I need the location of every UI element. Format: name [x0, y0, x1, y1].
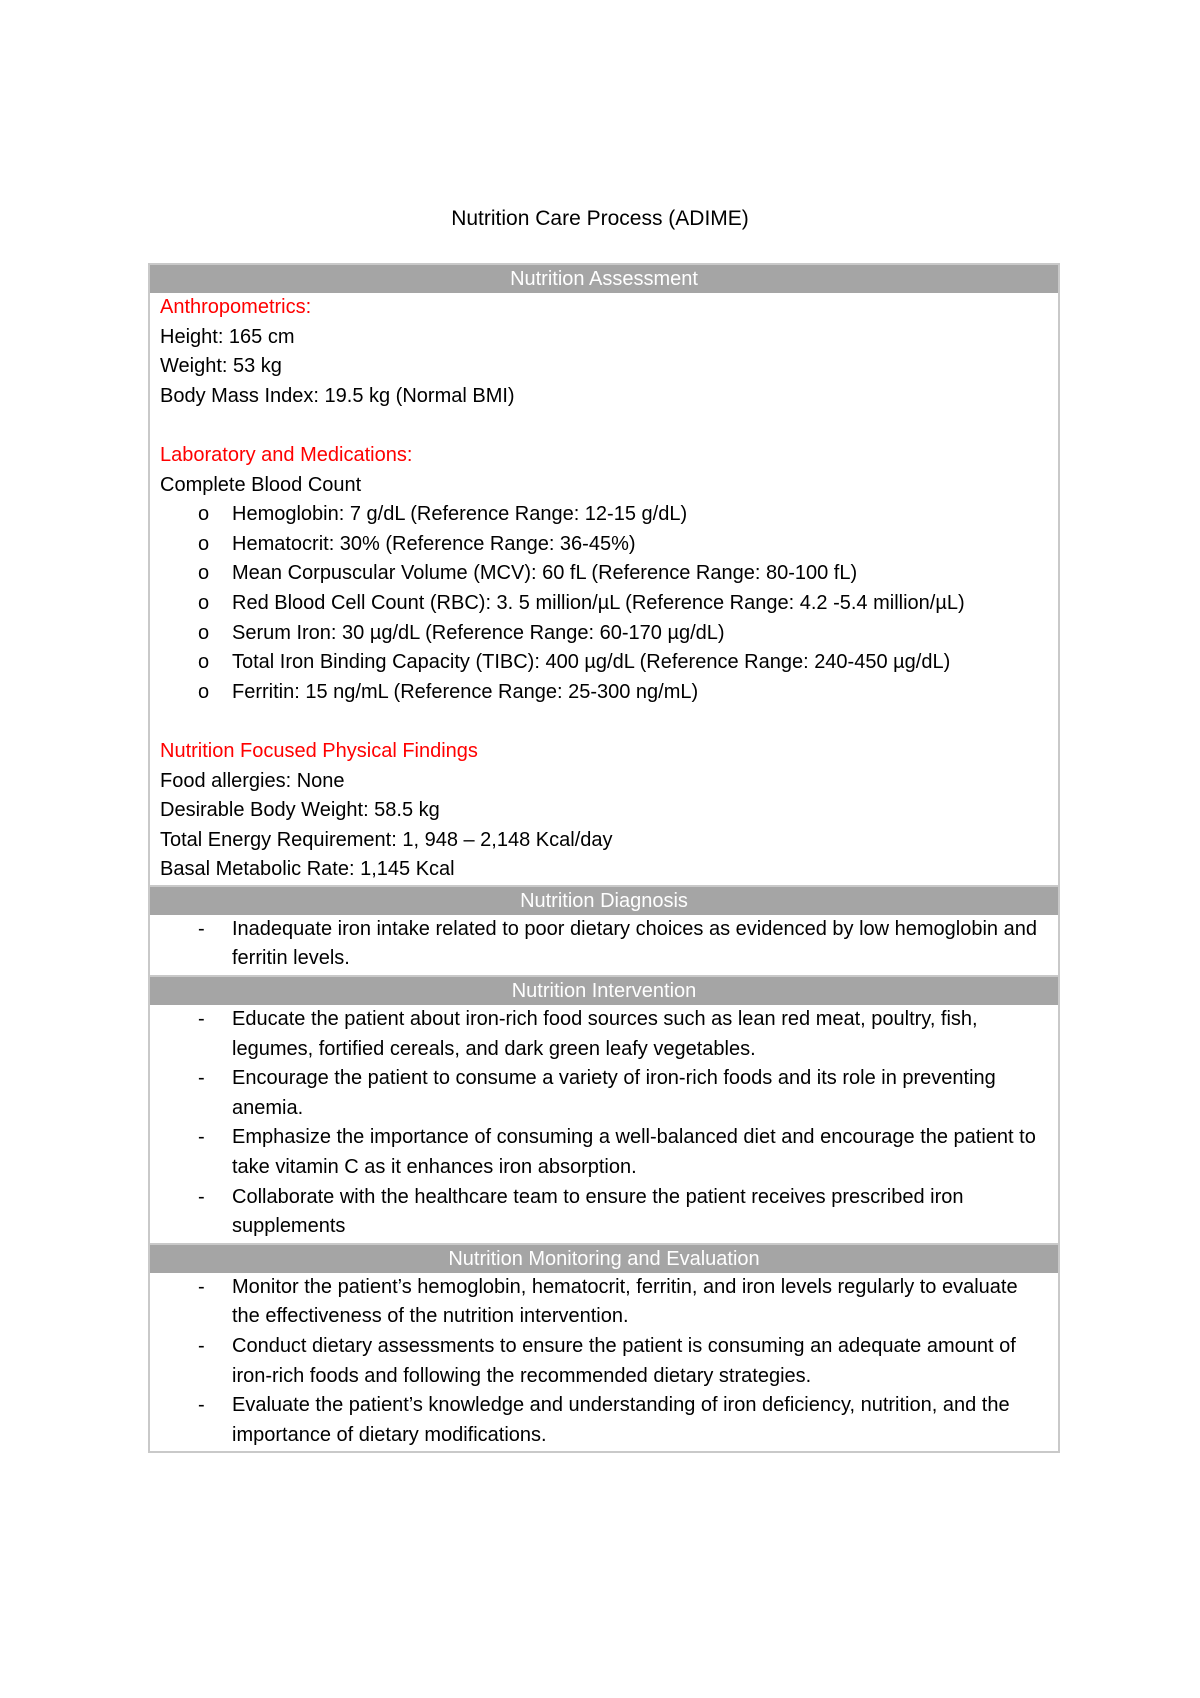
adime-table	[148, 263, 1060, 1453]
monitoring-body	[150, 1273, 1058, 1452]
list-item	[160, 1123, 1048, 1182]
list-item-text: Conduct dietary assessments to ensure the patient is consuming an adequate amount of iron-rich foods and following the recommended dietary strategies.	[232, 1335, 1016, 1387]
list-item-text: Educate the patient about iron-rich food sources such as lean red meat, poultry, fish, legumes, fortified cereals, and dark green leafy vegetables.	[232, 1008, 978, 1060]
lab-item	[160, 619, 1048, 649]
cbc-subheading: Complete Blood Count	[160, 473, 362, 496]
lab-item-text: Total Iron Binding Capacity (TIBC): 400 µg/dL (Reference Range: 240-450 µg/dL)	[232, 651, 951, 674]
list-item-text: Monitor the patient’s hemoglobin, hematocrit, ferritin, and iron levels regularly to evaluate the effectiveness of the nutrition intervention.	[232, 1275, 1018, 1328]
circle-bullet-icon: o	[198, 680, 210, 703]
assessment-body	[150, 293, 1058, 885]
circle-bullet-icon: o	[198, 532, 210, 555]
bmr-line: Basal Metabolic Rate: 1,145 Kcal	[160, 858, 455, 881]
lab-list	[160, 500, 1048, 707]
circle-bullet-icon: o	[198, 621, 210, 644]
monitoring-header: Nutrition Monitoring and Evaluation	[150, 1243, 1058, 1273]
dash-bullet-icon: -	[198, 1394, 205, 1417]
anthropometrics-heading: Anthropometrics:	[160, 296, 312, 318]
dash-bullet-icon: -	[198, 1185, 205, 1208]
list-item-text: Collaborate with the healthcare team to ensure the patient receives prescribed iron supplements	[232, 1185, 964, 1238]
dash-bullet-icon: -	[198, 1008, 205, 1031]
lab-item-text: Serum Iron: 30 µg/dL (Reference Range: 60-170 µg/dL)	[232, 621, 725, 644]
diagnosis-header: Nutrition Diagnosis	[150, 885, 1058, 915]
circle-bullet-icon: o	[198, 503, 210, 526]
bmi-line: Body Mass Index: 19.5 kg (Normal BMI)	[160, 384, 515, 407]
lab-item-text: Ferritin: 15 ng/mL (Reference Range: 25-300 ng/mL)	[232, 680, 699, 703]
dash-bullet-icon: -	[198, 917, 205, 940]
desirable-weight-line: Desirable Body Weight: 58.5 kg	[160, 799, 440, 822]
list-item-text: Encourage the patient to consume a variety of iron-rich foods and its role in preventing anemia.	[232, 1067, 996, 1119]
lab-item-text: Hemoglobin: 7 g/dL (Reference Range: 12-15 g/dL)	[232, 503, 688, 526]
spacer	[160, 411, 1048, 441]
lab-item	[160, 589, 1048, 619]
diagnosis-list	[160, 915, 1048, 974]
energy-requirement-line: Total Energy Requirement: 1, 948 – 2,148 Kcal/day	[160, 828, 613, 851]
dash-bullet-icon: -	[198, 1335, 205, 1357]
intervention-body	[150, 1005, 1058, 1243]
circle-bullet-icon: o	[198, 651, 210, 674]
weight-line: Weight: 53 kg	[160, 355, 282, 378]
lab-item	[160, 500, 1048, 530]
labs-heading: Laboratory and Medications:	[160, 443, 413, 466]
list-item-text: Evaluate the patient’s knowledge and understanding of iron deficiency, nutrition, and the importance of dietary modifications.	[232, 1394, 1010, 1446]
list-item	[160, 1183, 1048, 1242]
diagnosis-body	[150, 915, 1058, 975]
physical-findings-heading: Nutrition Focused Physical Findings	[160, 739, 478, 762]
list-item-text: Emphasize the importance of consuming a well-balanced diet and encourage the patient to take vitamin C as it enhances iron absorption.	[232, 1126, 1036, 1179]
circle-bullet-icon: o	[198, 562, 210, 585]
lab-item-text: Mean Corpuscular Volume (MCV): 60 fL (Reference Range: 80-100 fL)	[232, 562, 858, 585]
list-item	[160, 1391, 1048, 1450]
dash-bullet-icon: -	[198, 1275, 205, 1298]
lab-item-text: Red Blood Cell Count (RBC): 3. 5 million/µL (Reference Range: 4.2 -5.4 million/µL)	[232, 591, 965, 614]
page-title: Nutrition Care Process (ADIME)	[451, 207, 749, 230]
intervention-header: Nutrition Intervention	[150, 975, 1058, 1005]
list-item	[160, 1332, 1048, 1391]
list-item-text: Inadequate iron intake related to poor dietary choices as evidenced by low hemoglobin and ferritin levels.	[232, 917, 1037, 970]
monitoring-list	[160, 1273, 1048, 1451]
dash-bullet-icon: -	[198, 1126, 205, 1149]
intervention-list	[160, 1005, 1048, 1242]
circle-bullet-icon: o	[198, 591, 210, 614]
food-allergies-line: Food allergies: None	[160, 769, 345, 792]
lab-item-text: Hematocrit: 30% (Reference Range: 36-45%)	[232, 532, 636, 555]
height-line: Height: 165 cm	[160, 325, 295, 348]
lab-item	[160, 530, 1048, 560]
dash-bullet-icon: -	[198, 1067, 205, 1090]
list-item	[160, 1064, 1048, 1123]
list-item	[160, 1273, 1048, 1332]
lab-item	[160, 678, 1048, 708]
list-item	[160, 1005, 1048, 1064]
lab-item	[160, 559, 1048, 589]
list-item	[160, 915, 1048, 974]
lab-item	[160, 648, 1048, 678]
spacer	[160, 707, 1048, 737]
assessment-header: Nutrition Assessment	[150, 265, 1058, 293]
